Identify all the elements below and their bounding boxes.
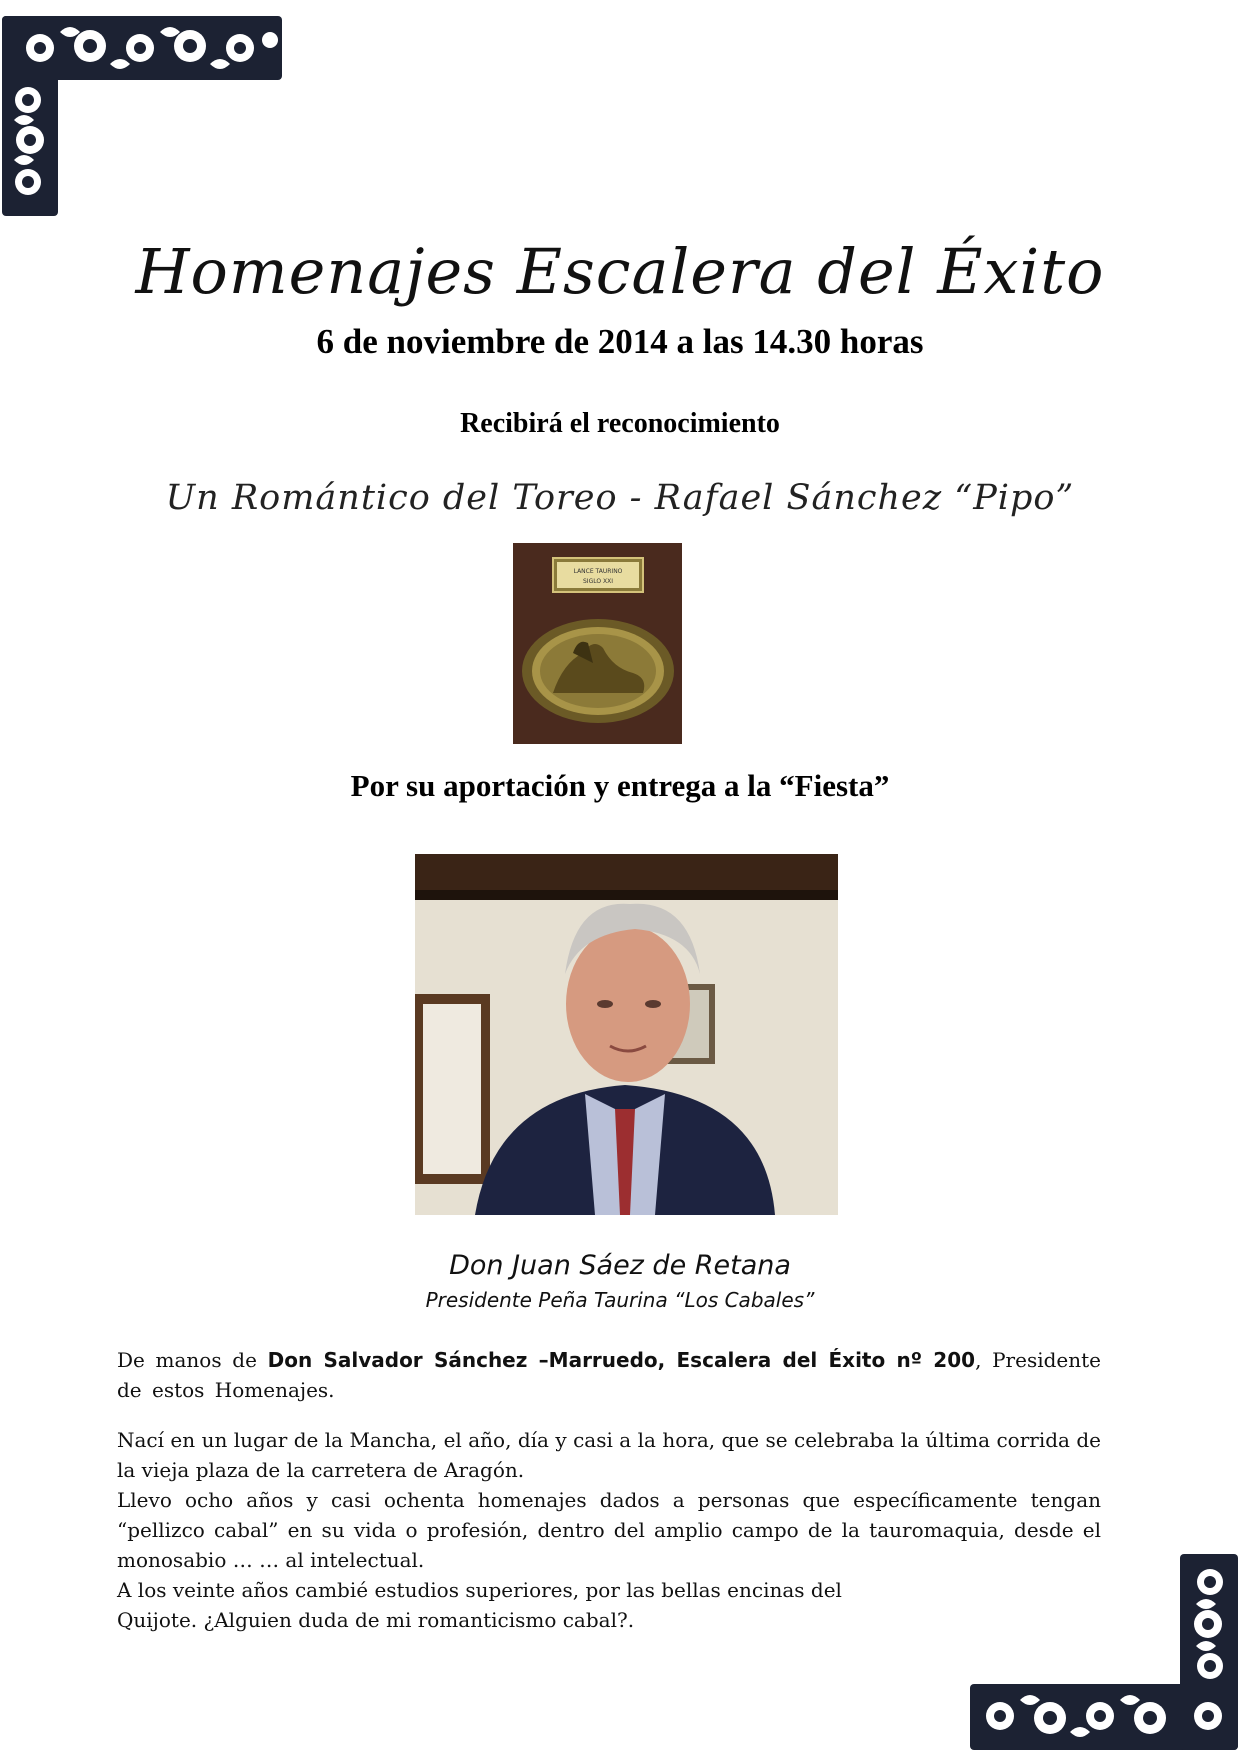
presenter-prefix: De manos de [117,1348,257,1372]
bio-line: A los veinte años cambié estudios superiores, por las bellas encinas del [117,1578,842,1602]
presenter-suffix: , Presidente de estos Homenajes. [117,1348,1101,1402]
honoree-title: Presidente Peña Taurina “Los Cabales” [425,1288,815,1312]
honoree-name: Don Juan Sáez de Retana [449,1250,791,1281]
award-reason: Por su aportación y entrega a la “Fiesta” [350,768,890,803]
plaque-label-line1: LANCE TAURINO [573,568,623,575]
presenter-name: Don Salvador Sánchez –Marruedo, Escalera del Éxito nº 200 [267,1348,976,1372]
bio-line: Nací en un lugar de la Mancha, el año, día y casi a la hora, que se celebraba la última corrida de la vieja plaza de la carretera de Aragón. [117,1428,1101,1482]
page-title: Homenajes Escalera del Éxito [135,235,1105,308]
presenter-paragraph [117,1345,1101,1405]
corner-ornament-bottom-right [970,1554,1240,1754]
bio-line: Quijote. ¿Alguien duda de mi romanticismo cabal?. [117,1608,635,1632]
bio-line: Llevo ocho años y casi ochenta homenajes dados a personas que específicamente tengan “pellizco cabal” en su vida o profesión, dentro del amplio campo de la tauromaquia, desde el monosabio … … al intelectual. [117,1488,1101,1572]
bio-paragraph [117,1425,1101,1635]
corner-ornament-top-left [0,10,290,220]
honoree-photo [415,854,838,1215]
plaque-label-line2: SIGLO XXI [583,578,613,585]
award-plaque-image [513,543,682,744]
award-name: Un Romántico del Toreo - Rafael Sánchez “Pipo” [165,478,1075,518]
recognition-intro: Recibirá el reconocimiento [460,408,780,439]
event-date: 6 de noviembre de 2014 a las 14.30 horas [316,322,924,361]
